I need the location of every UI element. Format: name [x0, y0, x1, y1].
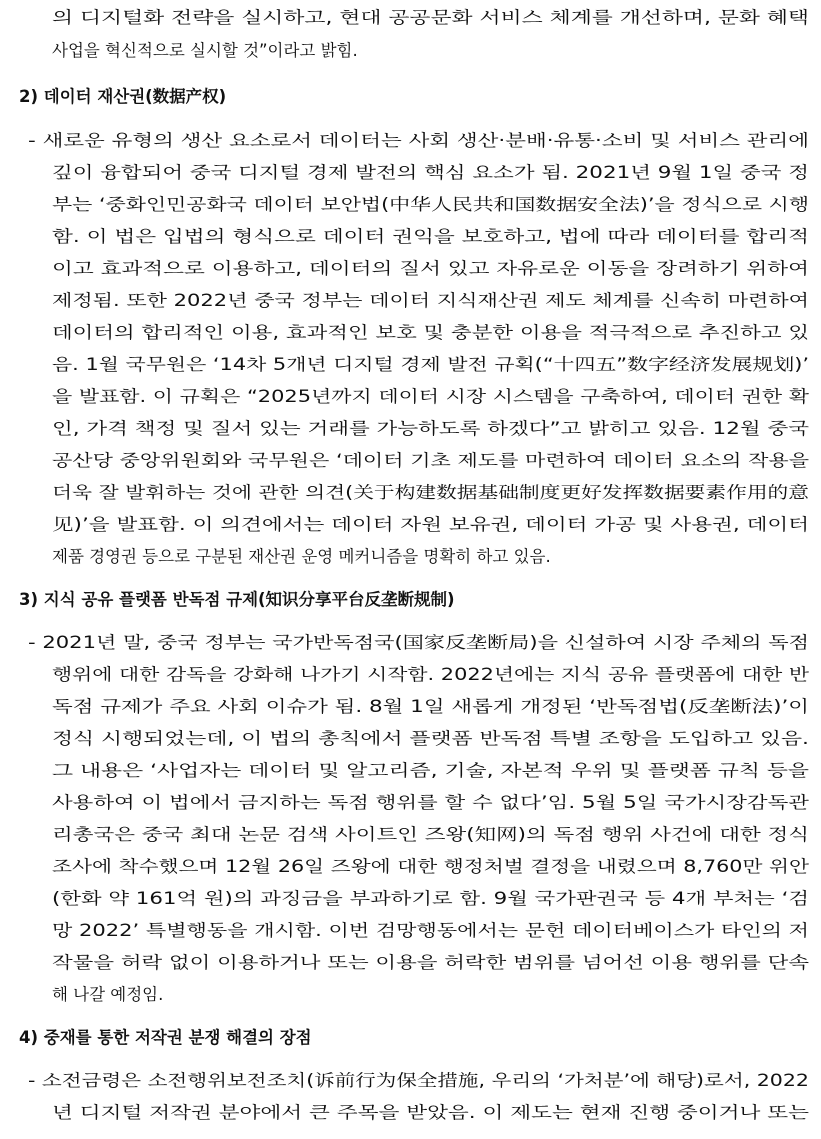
paragraph-line: 리총국은 중국 최대 논문 검색 사이트인 즈왕(知网)의 독점 행위 사건에 대한 정식: [52, 825, 809, 844]
paragraph-line: 인, 가격 책정 및 질서 있는 거래를 가능하도록 하겠다”고 밝히고 있음. 12월 중국: [52, 419, 809, 438]
paragraph-line: - 2021년 말, 중국 정부는 국가반독점국(国家反垄断局)을 신설하여 시장 주체의 독점: [28, 633, 809, 652]
paragraph-line: 함. 이 법은 입법의 형식으로 데이터 권익을 보호하고, 법에 따라 데이터를 합리적: [52, 227, 809, 246]
paragraph-line: 제품 경영권 등으로 구분된 재산권 운영 메커니즘을 명확히 하고 있음.: [52, 547, 551, 566]
section-heading: 3) 지식 공유 플랫폼 반독점 규제(知识分享平台反垄断规制): [19, 590, 455, 609]
paragraph-line: - 소전금령은 소전행위보전조치(诉前行为保全措施, 우리의 ‘가처분’에 해당)로서, 2022: [28, 1071, 809, 1090]
paragraph-line: 사업을 혁신적으로 실시할 것”이라고 밝힘.: [52, 41, 358, 60]
paragraph-line: 해 나갈 예정임.: [52, 985, 164, 1004]
paragraph-line: 을 발표함. 이 규획은 “2025년까지 데이터 시장 시스템을 구축하여, 데이터 권한 확: [52, 387, 809, 406]
paragraph-line: 공산당 중앙위원회와 국무원은 ‘데이터 기초 제도를 마련하여 데이터 요소의 작용을: [52, 451, 809, 470]
paragraph-line: 독점 규제가 주요 사회 이슈가 됨. 8월 1일 새롭게 개정된 ‘반독점법(反垄断法)’이: [52, 697, 809, 716]
paragraph-line: 망 2022’ 특별행동을 개시함. 이번 검망행동에서는 문헌 데이터베이스가 타인의 저: [52, 921, 809, 940]
paragraph-line: 정식 시행되었는데, 이 법의 총칙에서 플랫폼 반독점 특별 조항을 도입하고 있음.: [52, 729, 809, 748]
paragraph-line: 행위에 대한 감독을 강화해 나가기 시작함. 2022년에는 지식 공유 플랫폼에 대한 반: [52, 665, 809, 684]
paragraph-line: 더욱 잘 발휘하는 것에 관한 의견(关于构建数据基础制度更好发挥数据要素作用的意: [52, 483, 809, 502]
paragraph-line: 조사에 착수했으며 12월 26일 즈왕에 대한 행정처벌 결정을 내렸으며 8,760만 위안: [52, 857, 809, 876]
paragraph-line: 의 디지털화 전략을 실시하고, 현대 공공문화 서비스 체계를 개선하며, 문화 혜택: [52, 8, 809, 27]
paragraph-line: 음. 1월 국무원은 ‘14차 5개년 디지털 경제 발전 규획(“十四五”数字经济发展规划)’: [52, 355, 809, 374]
paragraph-line: 제정됨. 또한 2022년 중국 정부는 데이터 지식재산권 제도 체계를 신속히 마련하여: [52, 291, 809, 310]
paragraph-line: 년 디지털 저작권 분야에서 큰 주목을 받았음. 이 제도는 현재 진행 중이거나 또는: [52, 1103, 809, 1122]
paragraph-line: 깊이 융합되어 중국 디지털 경제 발전의 핵심 요소가 됨. 2021년 9월 1일 중국 정: [52, 163, 809, 182]
paragraph-line: 작물을 허락 없이 이용하거나 또는 이용을 허락한 범위를 넘어선 이용 행위를 단속: [52, 953, 809, 972]
paragraph-line: 사용하여 이 법에서 금지하는 독점 행위를 할 수 없다’임. 5월 5일 국가시장감독관: [52, 793, 809, 812]
paragraph-line: 이고 효과적으로 이용하고, 데이터의 질서 있고 자유로운 이동을 장려하기 위하여: [52, 259, 810, 278]
paragraph-line: 부는 ‘중화인민공화국 데이터 보안법(中华人民共和国数据安全法)’을 정식으로 시행: [52, 195, 809, 214]
paragraph-line: (한화 약 161억 원)의 과징금을 부과하기로 함. 9월 국가판권국 등 4개 부처는 ‘검: [52, 889, 809, 908]
paragraph-line: - 새로운 유형의 생산 요소로서 데이터는 사회 생산·분배·유통·소비 및 서비스 관리에: [28, 131, 809, 150]
paragraph-line: 그 내용은 ‘사업자는 데이터 및 알고리즘, 기술, 자본적 우위 및 플랫폼 규칙 등을: [52, 761, 809, 780]
section-heading: 4) 중재를 통한 저작권 분쟁 해결의 장점: [19, 1028, 312, 1047]
paragraph-line: 见)’을 발표함. 이 의견에서는 데이터 자원 보유권, 데이터 가공 및 사용권, 데이터: [52, 515, 809, 534]
paragraph-line: 데이터의 합리적인 이용, 효과적인 보호 및 충분한 이용을 적극적으로 추진하고 있: [52, 323, 809, 342]
section-heading: 2) 데이터 재산권(数据产权): [19, 87, 227, 106]
